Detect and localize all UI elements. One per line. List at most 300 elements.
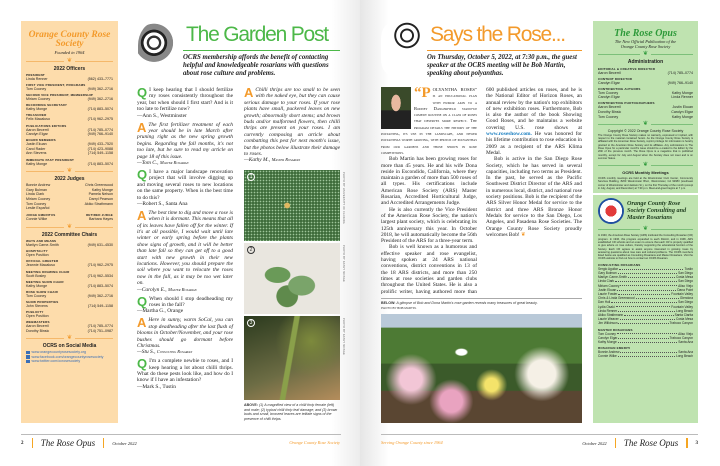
role-label: ROSE SHOW CHAIR	[26, 289, 59, 294]
rosarian-row	[598, 354, 693, 358]
dot-leader	[618, 340, 677, 343]
rose-ornament-icon: ❦	[26, 168, 113, 175]
role-label: WEBMASTERS	[26, 320, 50, 325]
judges-heading: 2022 Judges	[54, 176, 85, 183]
judge-emeritus-label: JUDGE EMERITUS	[26, 213, 56, 218]
photo-number: 2	[247, 246, 255, 254]
rosarian-city: Trabuco Canyon	[669, 321, 693, 326]
person-row	[598, 81, 693, 86]
role-label: HOSPITALITY	[26, 249, 48, 254]
judges-list	[26, 183, 113, 211]
garden-post-caption	[244, 403, 340, 421]
judge-name: Akiko Strathmann	[84, 201, 113, 206]
judge-name: Chris Greenwood	[85, 183, 113, 188]
officers-heading: 2022 Officers	[53, 65, 86, 72]
dot-leader	[618, 354, 675, 357]
social-link[interactable]: www.twitter.com/ocrosesociety	[31, 359, 81, 364]
answer-signature-title: Consulting Rosarian	[156, 349, 193, 355]
person-detail: (714) 962–2975	[87, 117, 113, 122]
question-signature: —Ann S., Westminster	[137, 112, 187, 119]
ocrs-logo: Orange County Rose Society	[28, 30, 111, 49]
answer	[137, 317, 233, 355]
dot-leader	[618, 321, 668, 324]
question	[137, 358, 233, 390]
person-detail: (714) 549–1158	[87, 151, 113, 156]
copyright: Copyright © 2022 Orange County Rose Society	[607, 129, 684, 134]
rosarian-name: Dan Hull	[598, 300, 611, 305]
person-row	[26, 132, 113, 137]
rosarian-city: San Diego	[678, 300, 693, 305]
person-detail: (949) 433–7520	[87, 142, 113, 147]
serving-since-footer: Serving Orange County since 1964	[381, 440, 443, 445]
rosarian-name: Chris & Linda Greenwood	[598, 296, 635, 301]
person-name: Open Position	[26, 253, 49, 258]
rosarian-name: Miriam Cooney	[598, 283, 620, 288]
q-letter-icon: Q	[137, 293, 148, 309]
article-paragraph: Bob Martin has been growing roses for more than 45 years. He and his wife Dona reside in Escondido, California, where they maintain a garden of more than 500 roses of all types. His certifications include American Rose Society (ARS) Master Rosarian, Accredited Horticultural Judge, and Accredited Arrangements Judge.	[381, 156, 477, 207]
social-link[interactable]: www.orangecountyrosesociety.org	[31, 350, 86, 355]
role-label: WAYS AND MEANS	[26, 239, 57, 244]
person-detail: Linda Renner	[671, 95, 693, 100]
a-letter-icon: A	[137, 207, 147, 223]
role-label: MEETING SHOW CHAIR	[26, 279, 64, 284]
person-row	[26, 162, 113, 167]
question	[137, 293, 233, 315]
question-text: I keep hearing that I should fertilize my roses consistently throughout the year, but when should I first start? And is it too late to fertilize now?	[137, 87, 233, 113]
disclaimer: The Orange County Rose Society makes no warranty, expressed or implied, with respect to the material contained herein. As the Orange County Rose Society is affiliated with the American Rose Society, reprint privilege for information is hereby granted to the American Rose Society and its affiliates. Any submissions to The Rose Opus for a particular month's issue should be e-mailed to the Editor by the 20th of the previous month. The Rose Opus is a magazine that is published monthly, except for July and August when the Society does not meet and is on summer hiatus.	[598, 133, 693, 160]
question-signature: —Martha G., Orange	[137, 308, 184, 315]
photo-credit: PHOTO BY BOB MARTIN.	[381, 305, 417, 310]
chilli-thrip-photo	[244, 170, 340, 241]
dot-leader	[619, 267, 684, 270]
person-detail: (714) 785–0774	[87, 127, 113, 132]
rose-opus-sidebar	[593, 21, 698, 423]
role-label: MEETING DRAWING CHAIR	[26, 269, 70, 274]
answer	[137, 119, 233, 167]
person-name: Dorothy Binsic	[598, 109, 622, 114]
rose-ornament-icon: ❦	[598, 226, 693, 233]
rosarian-city: Long Beach	[675, 354, 693, 359]
person-row	[26, 314, 113, 319]
judge-name: Darryl Pearson	[89, 196, 113, 201]
dot-leader	[617, 332, 677, 335]
dot-leader	[618, 271, 678, 274]
garden-post-header	[183, 20, 340, 78]
person-detail: (714) 962–5534	[87, 273, 113, 278]
rosarian-name: Connie Wilke	[598, 354, 617, 359]
person-row	[26, 304, 113, 309]
photo-credit: PHOTO BY KATHY MONGE	[342, 245, 345, 282]
caption-label: ABOVE:	[244, 403, 258, 407]
facebook-icon	[26, 355, 30, 359]
person-name: Justin Ekuan	[26, 142, 47, 147]
divider	[593, 193, 698, 195]
judge-name: Leslie Español	[26, 206, 50, 211]
person-row	[26, 263, 113, 268]
rosarian-name: Lydia Osaki	[598, 304, 615, 309]
retired-judge: Barbara Hayes	[89, 217, 113, 222]
footer-rule	[381, 434, 698, 435]
article-text: Bob is active in the San Diego Rose Society, which he has served in several capacities, including two terms as President. In the past, he served as the Pacific Southwest District Director of the ARS and in numerous local, district, and national rose society positions. Bob is the recipient of the ARS Silver Honor Medal for service to the district and three ARS Bronze Honor Medals for service to the San Diego, Los Angeles, and Pasadena Rose Societies. The Orange County Rose Society proudly welcomes Bob!	[486, 156, 582, 238]
person-row	[26, 151, 113, 156]
article-paragraph	[486, 156, 582, 238]
role-label: BOARD MEMBERS	[26, 138, 56, 143]
garden-post-title: The Garden Post	[183, 20, 340, 51]
rosarian-name: Sergio Aguilar	[598, 266, 618, 271]
rosarian-city: Santa Clarita	[674, 312, 693, 317]
person-name: Linda Renner	[26, 77, 48, 82]
page-number: 2	[21, 440, 24, 446]
question-text: I have a major landscape renovation project that will involve digging up and moving several roses to new locations on the same property. When is the best time to do this?	[137, 168, 233, 201]
dot-leader	[636, 296, 679, 299]
rosarians-list	[598, 263, 693, 359]
rose-end-mark-icon: ❦	[521, 231, 526, 238]
dot-leader	[620, 284, 677, 287]
answer-signature-title: Master Rosarian	[271, 157, 301, 163]
q-letter-icon: Q	[137, 166, 148, 182]
photo-number: 3	[247, 319, 255, 327]
photo-credit: PHOTO BY KATHY MONGE	[342, 318, 345, 355]
q-letter-icon: Q	[137, 85, 148, 100]
brown-buds-photo	[244, 316, 340, 400]
person-name: Dorothy Binsic	[26, 328, 50, 333]
says-the-rose-dek: On Thursday, October 5, 2022, at 7:30 p.m., the guest speaker at the OCRS meeting will be Bob Martin, speaking about polyanthas.	[427, 54, 577, 77]
role-label: TREASURER	[26, 113, 47, 118]
question-signature: —Mark S., Tustin	[137, 383, 176, 390]
person-name: Marilyn Carne-Smith	[26, 243, 59, 248]
person-name: Aaron Becerril	[598, 105, 621, 110]
person-detail: Carolyn Elgar	[671, 109, 693, 114]
rosarian-city: Santa Ana	[678, 339, 693, 344]
rosarian-city: Aliso Viejo	[678, 283, 693, 288]
person-name: Carolyn Elgar	[598, 80, 620, 85]
person-name: Carolyn Elgar	[26, 132, 48, 137]
answer-signature-name: —Carolyn E.,	[137, 286, 167, 293]
bob-martin-portrait	[381, 87, 411, 129]
person-name: Carol Rader	[26, 146, 46, 151]
judge-emeritus: Connie Wilke	[26, 217, 48, 222]
rosarian-name: Kathy Monge	[598, 339, 617, 344]
meetings-text: OCRS monthly meetings are held at the Westminster Civic Center, Community Services Building, 8200 Westminster Blvd., Westminster, CA 92683 (southeast corner of Westminster and Jackson St.), on the first Thursday of the month (except in July, August, and December) at 7:30 p.m. Meet-and-greet begins at 7 p.m.	[598, 177, 693, 191]
person-row	[598, 115, 693, 120]
rose-ornament-icon: ❦	[598, 121, 693, 128]
society-name-footer: Orange County Rose Society	[289, 440, 340, 445]
consulting-rosarians-text: In 1930, the American Rose Society (ARS) instituted the Consulting Rosarian (CR) program. In 1946, this program expanded to each District, and in 1996, ARS established CR schools and an exam to ensure that each CR is properly qualified to give advice on rose culture, thereby supporting the educational function of the Society. Each CR agrees to assist anyone interested in growing roses by answering questions about rose care and cultural problems. The OCRS members listed below are qualified as Consulting Rosarians and Master Rosarians. Visit the OCRS website to find out how to contact an OCRS Rosarian.	[598, 234, 693, 261]
garden-post-column-2	[244, 87, 340, 166]
rosarian-name: Linda Clark	[598, 279, 615, 284]
person-detail: (949) 362–2716	[87, 97, 113, 102]
photo-credit: PHOTO BY UNIVERSITY OF FLORIDA	[342, 172, 345, 224]
garden-post-illustration-icon	[138, 22, 178, 74]
answer-signature-title: Master Rosarian	[167, 286, 197, 292]
person-row	[598, 95, 693, 100]
person-detail: (714) 423–9088	[87, 146, 113, 151]
rosarian-group-label: ROSARIAN EMERITI	[598, 346, 631, 351]
person-row	[26, 107, 113, 112]
rosarian-name: Laurie Weaver	[598, 317, 619, 322]
question-signature: —Robert S., Santa Ana	[137, 200, 188, 207]
person-row	[26, 117, 113, 122]
person-name: Kathy Monge	[26, 283, 48, 288]
dot-leader	[618, 292, 670, 295]
garden-photo-caption	[381, 298, 582, 310]
rosarian-city: Costa Mesa	[675, 317, 693, 322]
committee-list	[26, 239, 113, 333]
leaf-damage-photo	[244, 243, 340, 314]
answer-signature-name: —Tom C.,	[137, 159, 159, 166]
role-label: SHOW PROPERTIES	[26, 299, 59, 304]
person-name: Tom Cooney	[26, 293, 47, 298]
retired-judge-label: RETIRED JUDGE	[86, 213, 113, 218]
a-letter-icon: A	[137, 315, 147, 331]
person-row	[26, 294, 113, 299]
person-detail: (949) 362–2716	[87, 87, 113, 92]
person-detail: (714) 785–0774	[667, 70, 693, 75]
person-name: Aaron Becerril	[26, 324, 49, 329]
photo-number: 1	[247, 173, 255, 181]
left-footer	[21, 438, 137, 448]
ocrs-officers-sidebar	[21, 21, 118, 423]
dot-leader	[620, 317, 675, 320]
person-row	[26, 329, 113, 334]
judge-row	[26, 206, 113, 211]
twitter-icon	[26, 360, 30, 364]
answer-text: The first fertilizer treatment of each year should be in late March after pruning right as the new spring growth begins. Regarding the fall months, it's not too late, but be sure to read my article on page 18 of this issue.	[137, 121, 233, 160]
person-detail: (714) 785–0774	[87, 324, 113, 329]
judge-name: Linda Clark	[26, 192, 45, 197]
officers-list	[26, 73, 113, 166]
rosarian-name: Jim Wilkinson	[598, 321, 618, 326]
rosarian-name: Akiko Strathmann	[598, 312, 624, 317]
dot-leader	[617, 288, 676, 291]
answer-signature	[137, 160, 233, 166]
person-name: Jeannie Macaluso	[26, 263, 55, 268]
rosarian-city: Costa Mesa	[675, 275, 693, 280]
person-name: Tom Cooney	[598, 114, 619, 119]
answer-signature	[137, 349, 233, 355]
dot-leader	[611, 300, 677, 303]
person-detail: (949) 631–4530	[87, 243, 113, 248]
rose-ornament-icon: ❦	[598, 162, 693, 169]
social-link[interactable]: www.facebook.com/orangecountyrosesociety	[31, 354, 104, 359]
role-label: FIRST VICE PRESIDENT, PROGRAMS	[26, 83, 86, 88]
judge-name: Kathy Monge	[91, 187, 113, 192]
caption-text: A glimpse of Bob and Dona Martin's rose garden reveals many treasures of great beauty.	[396, 301, 538, 305]
rosarian-city: Trabuco Canyon	[669, 335, 693, 340]
rosarian-row	[598, 321, 693, 325]
rosarian-name: Justin Ekuan	[598, 287, 617, 292]
person-row	[26, 284, 113, 289]
question-text: I'm a complete newbie to roses, and I keep hearing a lot about chilli thrips. What do these pests look like, and how do I know if I have an infestation?	[137, 358, 233, 384]
person-row	[26, 243, 113, 248]
consulting-rosarians-title: Orange County Rose Society Consulting and Master Rosarians	[627, 200, 687, 221]
issue-date: October 2022	[582, 440, 607, 446]
answer	[244, 87, 340, 164]
social-links	[26, 350, 113, 364]
person-name: Scott Bosley	[26, 273, 46, 278]
role-label: PRESIDENT	[26, 73, 45, 78]
rose-opus-logo: The Rose Opus	[614, 28, 677, 39]
person-detail: (714) 549–1158	[87, 303, 113, 308]
dot-leader	[618, 336, 668, 339]
garden-post-column-1	[137, 87, 233, 393]
meetings-heading: OCRS Monthly Meetings	[622, 170, 669, 176]
a-letter-icon: A	[137, 119, 147, 135]
answer-signature-name: —Kathy M.,	[244, 157, 271, 164]
a-letter-icon: A	[244, 85, 254, 100]
garden-post-dek: OCRS membership affords the benefit of contacting helpful and knowledgeable rosarians with questions about rose culture and problems.	[183, 54, 329, 77]
person-name: Felix Macaluso	[26, 117, 50, 122]
dot-leader	[620, 350, 677, 353]
answer-signature	[244, 157, 340, 163]
footer-rule	[21, 434, 341, 435]
answer-text: Chilli thrips are too small to be seen with the naked eye, but they can cause serious damage to your roses. If your rose plants have small, puckered leaves on new growth; abnormally short stems; and brown buds and/or malformed flowers, then chilli thrips are present on your roses. I am currently composing an article about combatting this pest for next month's issue, but the photos below illustrate their damage to roses.	[244, 87, 340, 158]
rosarian-name: Bonnie Andrew	[598, 350, 620, 355]
answer-text: Here in sunny, warm SoCal, you can stop deadheading after the last flush of blooms in October/November, and your rose bushes should go dormant before Christmas.	[137, 317, 233, 349]
question	[137, 166, 233, 207]
person-name: Kathy Monge	[26, 161, 48, 166]
rosarian-city: Long Beach	[675, 308, 693, 313]
drop-cap: “P	[414, 85, 431, 101]
person-name: Open Position	[26, 313, 49, 318]
person-name: Aaron Becerril	[26, 127, 49, 132]
person-name: Tom Cooney	[598, 90, 619, 95]
person-name: Carolyn Elgar	[598, 95, 620, 100]
caption-text: (1) A magnified view of a chilli thrip female (left) and male; (2) typical chilli thrip leaf damage; and (3) brown buds and small, bronzed leaves are telltale signs of the presence of chilli thrips.	[244, 403, 338, 421]
says-the-rose-header	[427, 20, 582, 78]
rosarian-city: San Diego	[678, 270, 693, 275]
person-detail: (949) 766–9140	[667, 80, 693, 85]
article-paragraph: He is also currently the Vice President of the American Rose Society, the nation's largest plant society, which is celebrating its 125th anniversary this year. In October 2018, he will automatically become the 56th President of the ARS for a three-year term.	[381, 206, 477, 245]
person-detail: (714) 751–0987	[87, 328, 113, 333]
person-name: Ann Stevens	[26, 151, 47, 156]
role-label: SECOND VICE PRESIDENT, MEMBERSHIP	[26, 93, 93, 98]
rosarian-city: San Diego	[678, 279, 693, 284]
rosarian-name: Marilyn Carne-Smith	[598, 275, 628, 280]
rosarian-city: Santa Ana	[678, 350, 693, 355]
rose-opus-wordmark: The Rose Opus	[623, 438, 679, 448]
rosarian-name: Linda Renner	[598, 308, 618, 313]
role-label: CONTENT DIRECTOR	[598, 76, 633, 81]
article-text: Bob is well known as a humorous and effective speaker and rose evangelist, having spoken at 24 ARS national conventions, district conventions in 13 of the 18 ARS districts, and more than 250 times at rose societies and garden clubs throughout the United States. He is also a prolific writer, having authored more than 600 published articles on roses, and he is the National Editor of Horizon Roses, an annual review by the nation's top exhibitors of new exhibition roses. Furthermore, Bob is also the author of the book Showing Good Roses, and he maintains a website covering U.S. rose shows at	[381, 87, 582, 295]
rose-garden-photo	[381, 314, 582, 423]
rose-ornament-icon: ❦	[26, 224, 113, 231]
rosarian-name: Tom Cooney	[598, 331, 616, 336]
rosarian-city: Aliso Viejo	[678, 331, 693, 336]
answer-signature	[137, 287, 233, 293]
person-detail: (714) 883–5074	[87, 283, 113, 288]
dot-leader	[618, 309, 675, 312]
role-label: PUBLICITY	[26, 309, 44, 314]
question	[137, 87, 233, 119]
rosarian-city: Dana Point	[677, 287, 693, 292]
rosarian-name: Laurie Fowler	[598, 291, 618, 296]
answer-signature-title: Master Rosarian	[159, 159, 189, 165]
administration-heading: Administration	[627, 59, 664, 65]
person-detail: (562) 433–7771	[87, 77, 113, 82]
role-label: EDITORIAL & CREATIVE DIRECTOR	[598, 66, 656, 71]
dot-leader	[616, 305, 671, 308]
person-detail: Kathy Monge	[671, 90, 693, 95]
role-label: CONTRIBUTING PHOTOGRAPHERS	[598, 101, 655, 106]
rose-ornament-icon: ❦	[598, 51, 693, 58]
rosarian-group-label: MASTER ROSARIANS	[598, 327, 633, 332]
social-heading: OCRS on Social Media	[42, 343, 97, 350]
article-text: OLYANTHA ROSES” is an educational plan with humor akin to a Rodney Dangerfield stand-up comedy routine on a class of roses that deserves more respect. The program details the history of the polyantha, its use in the landscape, and newer polyanthas worth growing, with photos of polyanthas from our gardens and those shown in rose competitions.	[381, 87, 477, 155]
person-row	[598, 71, 693, 76]
person-detail: (714) 962–2975	[87, 263, 113, 268]
committee-heading: 2022 Committee Chairs	[41, 231, 98, 238]
ars-rose-emblem-icon	[598, 198, 624, 224]
role-label: OFFICIAL GREETER	[26, 259, 59, 264]
role-label: RECORDING SECRETARY	[26, 103, 68, 108]
issue-date: October 2022	[112, 440, 137, 446]
person-detail: (949) 362–2716	[87, 293, 113, 298]
rosarian-city: Tustin	[684, 266, 693, 271]
role-label: CONTRIBUTING AUTHORS	[598, 86, 641, 91]
says-the-rose-article	[381, 87, 582, 296]
right-footer	[582, 438, 698, 448]
person-name: Aaron Becerril	[598, 70, 621, 75]
role-label: PUBLICATIONS EDITORS	[26, 123, 67, 128]
dot-leader	[624, 313, 673, 316]
person-name: John Stevens	[26, 303, 48, 308]
person-row	[26, 97, 113, 102]
person-detail: (714) 883–5074	[87, 107, 113, 112]
founded-text: Founded in 1964	[54, 50, 85, 55]
rosarian-city: Fountain Valley	[671, 304, 693, 309]
judge-name: Tom Cooney	[26, 201, 47, 206]
publication-subtitle: The New Official Publication of the Orange County Rose Society	[614, 39, 677, 49]
person-detail: (714) 883–5074	[87, 161, 113, 166]
rose-ornament-icon: ❦	[26, 58, 113, 65]
judge-name: Gary Bulman	[26, 187, 47, 192]
person-detail: Justin Ekuan	[672, 105, 693, 110]
q-letter-icon: Q	[137, 356, 148, 372]
rosarian-name: Carolyn Elgar	[598, 335, 618, 340]
administration-list	[598, 67, 693, 120]
article-text: He was honored for his lifetime contribution to rose education in 2009 as a recipient of the ARS Klima Medal.	[486, 131, 582, 156]
person-detail: (949) 766–9140	[87, 132, 113, 137]
judge-name: Bonnie Andrew	[26, 183, 51, 188]
person-row	[26, 274, 113, 279]
rosarian-row	[598, 340, 693, 344]
social-link-row	[26, 359, 113, 364]
answer-signature-name: —Stu S.,	[137, 349, 156, 356]
person-detail: Kathy Monge	[671, 114, 693, 119]
roseshow-link[interactable]: www.roseshow.com.	[486, 131, 532, 138]
person-name: Miriam Cooney	[26, 97, 51, 102]
says-the-rose-title: Says the Rose...	[427, 20, 582, 51]
judge-name: Pamela Nelson	[88, 192, 113, 197]
person-row	[26, 87, 113, 92]
rosarian-city: Glendora	[679, 296, 693, 301]
rose-opus-wordmark: The Rose Opus	[40, 438, 96, 448]
person-name: Kathy Monge	[26, 107, 48, 112]
dot-leader	[628, 275, 675, 278]
person-row	[26, 77, 113, 82]
rosarian-name: Gary Bulman	[598, 270, 617, 275]
answer	[137, 207, 233, 293]
person-name: Tom Cooney	[26, 87, 47, 92]
dot-leader	[615, 279, 677, 282]
question-text: When should I stop deadheading my roses in the fall?	[149, 295, 233, 308]
rosarian-group-label: CONSULTING ROSARIANS	[598, 262, 641, 267]
rosarian-city: Fountain Valley	[671, 291, 693, 296]
globe-icon	[26, 351, 30, 355]
page-number: 3	[695, 440, 698, 446]
role-label: IMMEDIATE PAST PRESIDENT	[26, 157, 75, 162]
